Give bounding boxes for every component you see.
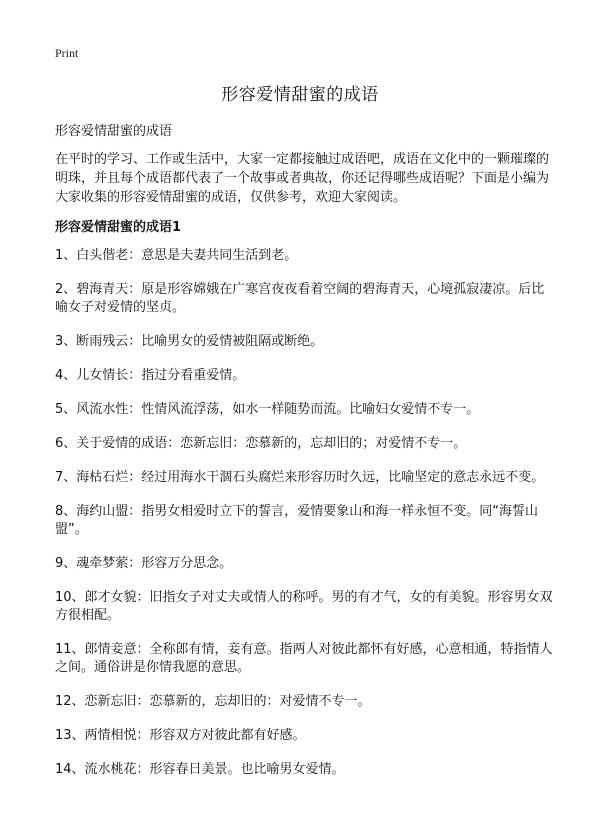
idiom-item: 1、白头偕老：意思是夫妻共同生活到老。 <box>55 248 298 263</box>
idiom-item: 9、魂牵梦萦：形容万分思念。 <box>55 556 233 571</box>
idiom-item: 8、海约山盟：指男女相爱时立下的誓言，爱情要象山和海一样永恒不变。同“海誓山盟”。 <box>55 504 539 537</box>
article-subtitle: 形容爱情甜蜜的成语 <box>55 124 173 139</box>
idiom-item: 2、碧海青天：原是形容嫦娥在广寒宫夜夜看着空阔的碧海青天，心境孤寂凄凉。后比喻女子对爱情的坚贞。 <box>55 282 545 315</box>
idiom-item: 12、恋新忘旧：恋慕新的，忘却旧的：对爱情不专一。 <box>55 694 371 709</box>
print-link[interactable]: Print <box>55 46 79 60</box>
idiom-item: 4、儿女情长：指过分看重爱情。 <box>55 368 246 383</box>
idiom-item: 5、风流水性：性情风流浮荡，如水一样随势而流。比喻妇女爱情不专一。 <box>55 402 480 417</box>
idiom-list <box>55 247 555 795</box>
idiom-item: 13、两情相悦：形容双方对彼此都有好感。 <box>55 728 306 743</box>
page-title: 形容爱情甜蜜的成语 <box>221 85 379 105</box>
idiom-item: 14、流水桃花：形容春日美景。也比喻男女爱情。 <box>55 762 345 777</box>
idiom-item: 3、断雨残云：比喻男女的爱情被阻隔或断绝。 <box>55 334 324 349</box>
idiom-item: 11、郎情妾意：全称郎有情，妾有意。指两人对彼此都怀有好感，心意相通，特指情人之间。通俗讲是你情我愿的意思。 <box>55 642 553 675</box>
idiom-item: 10、郎才女貌：旧指女子对丈夫或情人的称呼。男的有才气，女的有美貌。形容男女双方很相配。 <box>55 590 553 623</box>
intro-paragraph: 在平时的学习、工作或生活中，大家一定都接触过成语吧，成语在文化中的一颗璀璨的明珠，并且每个成语都代表了一个故事或者典故，你还记得哪些成语呢？下面是小编为大家收集的形容爱情甜蜜的成语，仅供参考，欢迎大家阅读。 <box>55 152 550 205</box>
idiom-item: 6、关于爱情的成语：恋新忘旧：恋慕新的，忘却旧的；对爱情不专一。 <box>55 436 467 451</box>
idiom-item: 7、海枯石烂：经过用海水干涸石头腐烂来形容历时久远，比喻坚定的意志永远不变。 <box>55 470 545 485</box>
section-heading: 形容爱情甜蜜的成语1 <box>55 220 182 235</box>
